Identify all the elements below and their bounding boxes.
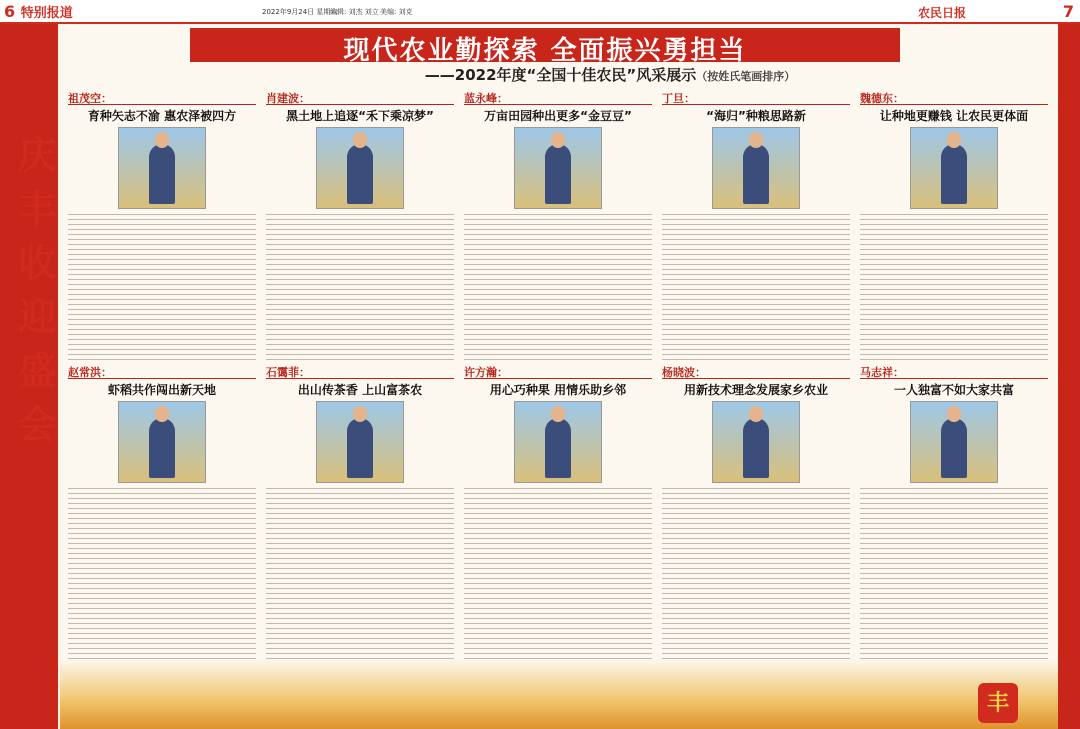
portrait-photo bbox=[712, 127, 800, 209]
editor: 编辑: 刘杰 刘立 bbox=[330, 8, 379, 16]
person-figure-icon bbox=[941, 418, 967, 478]
article-body bbox=[68, 212, 256, 362]
profile-article bbox=[266, 364, 454, 686]
person-figure-icon bbox=[545, 418, 571, 478]
person-figure-icon bbox=[545, 144, 571, 204]
portrait-photo bbox=[910, 127, 998, 209]
article-body bbox=[266, 212, 454, 362]
profile-name: 魏德东： bbox=[860, 90, 1048, 105]
person-figure-icon bbox=[743, 144, 769, 204]
paper-name: 农民日报 bbox=[918, 6, 967, 20]
proof: 美编: 刘克 bbox=[380, 8, 413, 16]
portrait-photo bbox=[712, 401, 800, 483]
headline-banner bbox=[190, 28, 900, 66]
article-body bbox=[662, 212, 850, 362]
profile-name: 许方瀚： bbox=[464, 364, 652, 379]
person-head-icon bbox=[749, 132, 763, 148]
person-head-icon bbox=[155, 132, 169, 148]
profile-title: 万亩田园种出更多“金豆豆” bbox=[484, 109, 632, 123]
profile-name: 丁旦： bbox=[662, 90, 850, 105]
profile-article bbox=[662, 364, 850, 686]
profile-title: 让种地更赚钱 让农民更体面 bbox=[879, 109, 1029, 123]
festival-slogan: 庆丰收迎盛会 bbox=[17, 132, 56, 447]
article-body bbox=[266, 486, 454, 686]
person-head-icon bbox=[749, 406, 763, 422]
masthead-bar bbox=[0, 0, 1080, 24]
profile-article bbox=[464, 90, 652, 362]
profile-title: 出山传茶香 上山富茶农 bbox=[297, 383, 423, 397]
profile-article bbox=[266, 90, 454, 362]
profile-title: “海归”种粮思路新 bbox=[706, 109, 806, 123]
subheadline: ——2022年度“全国十佳农民”风采展示（按姓氏笔画排序） bbox=[424, 66, 796, 84]
profile-title: 用新技术理念发展家乡农业 bbox=[683, 383, 828, 397]
profile-name: 赵常洪： bbox=[68, 364, 256, 379]
profile-article bbox=[860, 364, 1048, 686]
article-body bbox=[464, 486, 652, 686]
person-figure-icon bbox=[347, 144, 373, 204]
person-figure-icon bbox=[347, 418, 373, 478]
article-body bbox=[68, 486, 256, 686]
content-area bbox=[60, 24, 1058, 729]
profile-title: 育种矢志不渝 惠农泽被四方 bbox=[87, 109, 237, 123]
page-number-right: 7 bbox=[1062, 2, 1074, 21]
person-figure-icon bbox=[941, 144, 967, 204]
profile-name: 肖建波： bbox=[266, 90, 454, 105]
profile-name: 蓝永峰： bbox=[464, 90, 652, 105]
profile-title: 虾稻共作闯出新天地 bbox=[107, 383, 216, 397]
profile-title: 用心巧种果 用情乐助乡邻 bbox=[489, 383, 627, 397]
person-head-icon bbox=[353, 406, 367, 422]
portrait-photo bbox=[316, 401, 404, 483]
profile-name: 石霭菲： bbox=[266, 364, 454, 379]
person-head-icon bbox=[947, 132, 961, 148]
profile-name: 祖茂空： bbox=[68, 90, 256, 105]
person-head-icon bbox=[551, 132, 565, 148]
headline: 现代农业勤探索 全面振兴勇担当 bbox=[343, 36, 747, 66]
person-figure-icon bbox=[149, 144, 175, 204]
article-body bbox=[464, 212, 652, 362]
profile-name: 马志祥： bbox=[860, 364, 1048, 379]
person-figure-icon bbox=[149, 418, 175, 478]
portrait-photo bbox=[514, 127, 602, 209]
profile-title: 黑土地上追逐“禾下乘凉梦” bbox=[286, 109, 434, 123]
article-body bbox=[662, 486, 850, 686]
profile-article bbox=[68, 364, 256, 686]
right-red-frame bbox=[1058, 24, 1080, 729]
article-body bbox=[860, 212, 1048, 362]
profile-name: 杨晓波： bbox=[662, 364, 850, 379]
issue-date: 2022年9月24日 星期六 bbox=[262, 8, 338, 16]
portrait-photo bbox=[910, 401, 998, 483]
portrait-photo bbox=[118, 127, 206, 209]
person-head-icon bbox=[947, 406, 961, 422]
profile-article bbox=[464, 364, 652, 686]
profile-article bbox=[68, 90, 256, 362]
person-head-icon bbox=[155, 406, 169, 422]
portrait-photo bbox=[316, 127, 404, 209]
person-head-icon bbox=[551, 406, 565, 422]
article-body bbox=[860, 486, 1048, 686]
portrait-photo bbox=[514, 401, 602, 483]
profile-article bbox=[860, 90, 1048, 362]
profile-title: 一人独富不如大家共富 bbox=[893, 383, 1014, 397]
profile-article bbox=[662, 90, 850, 362]
fu-seal-icon: 丰 bbox=[978, 683, 1018, 723]
person-head-icon bbox=[353, 132, 367, 148]
harvest-decoration bbox=[60, 659, 1058, 729]
page-number-left: 6 特别报道 bbox=[4, 2, 73, 21]
portrait-photo bbox=[118, 401, 206, 483]
person-figure-icon bbox=[743, 418, 769, 478]
